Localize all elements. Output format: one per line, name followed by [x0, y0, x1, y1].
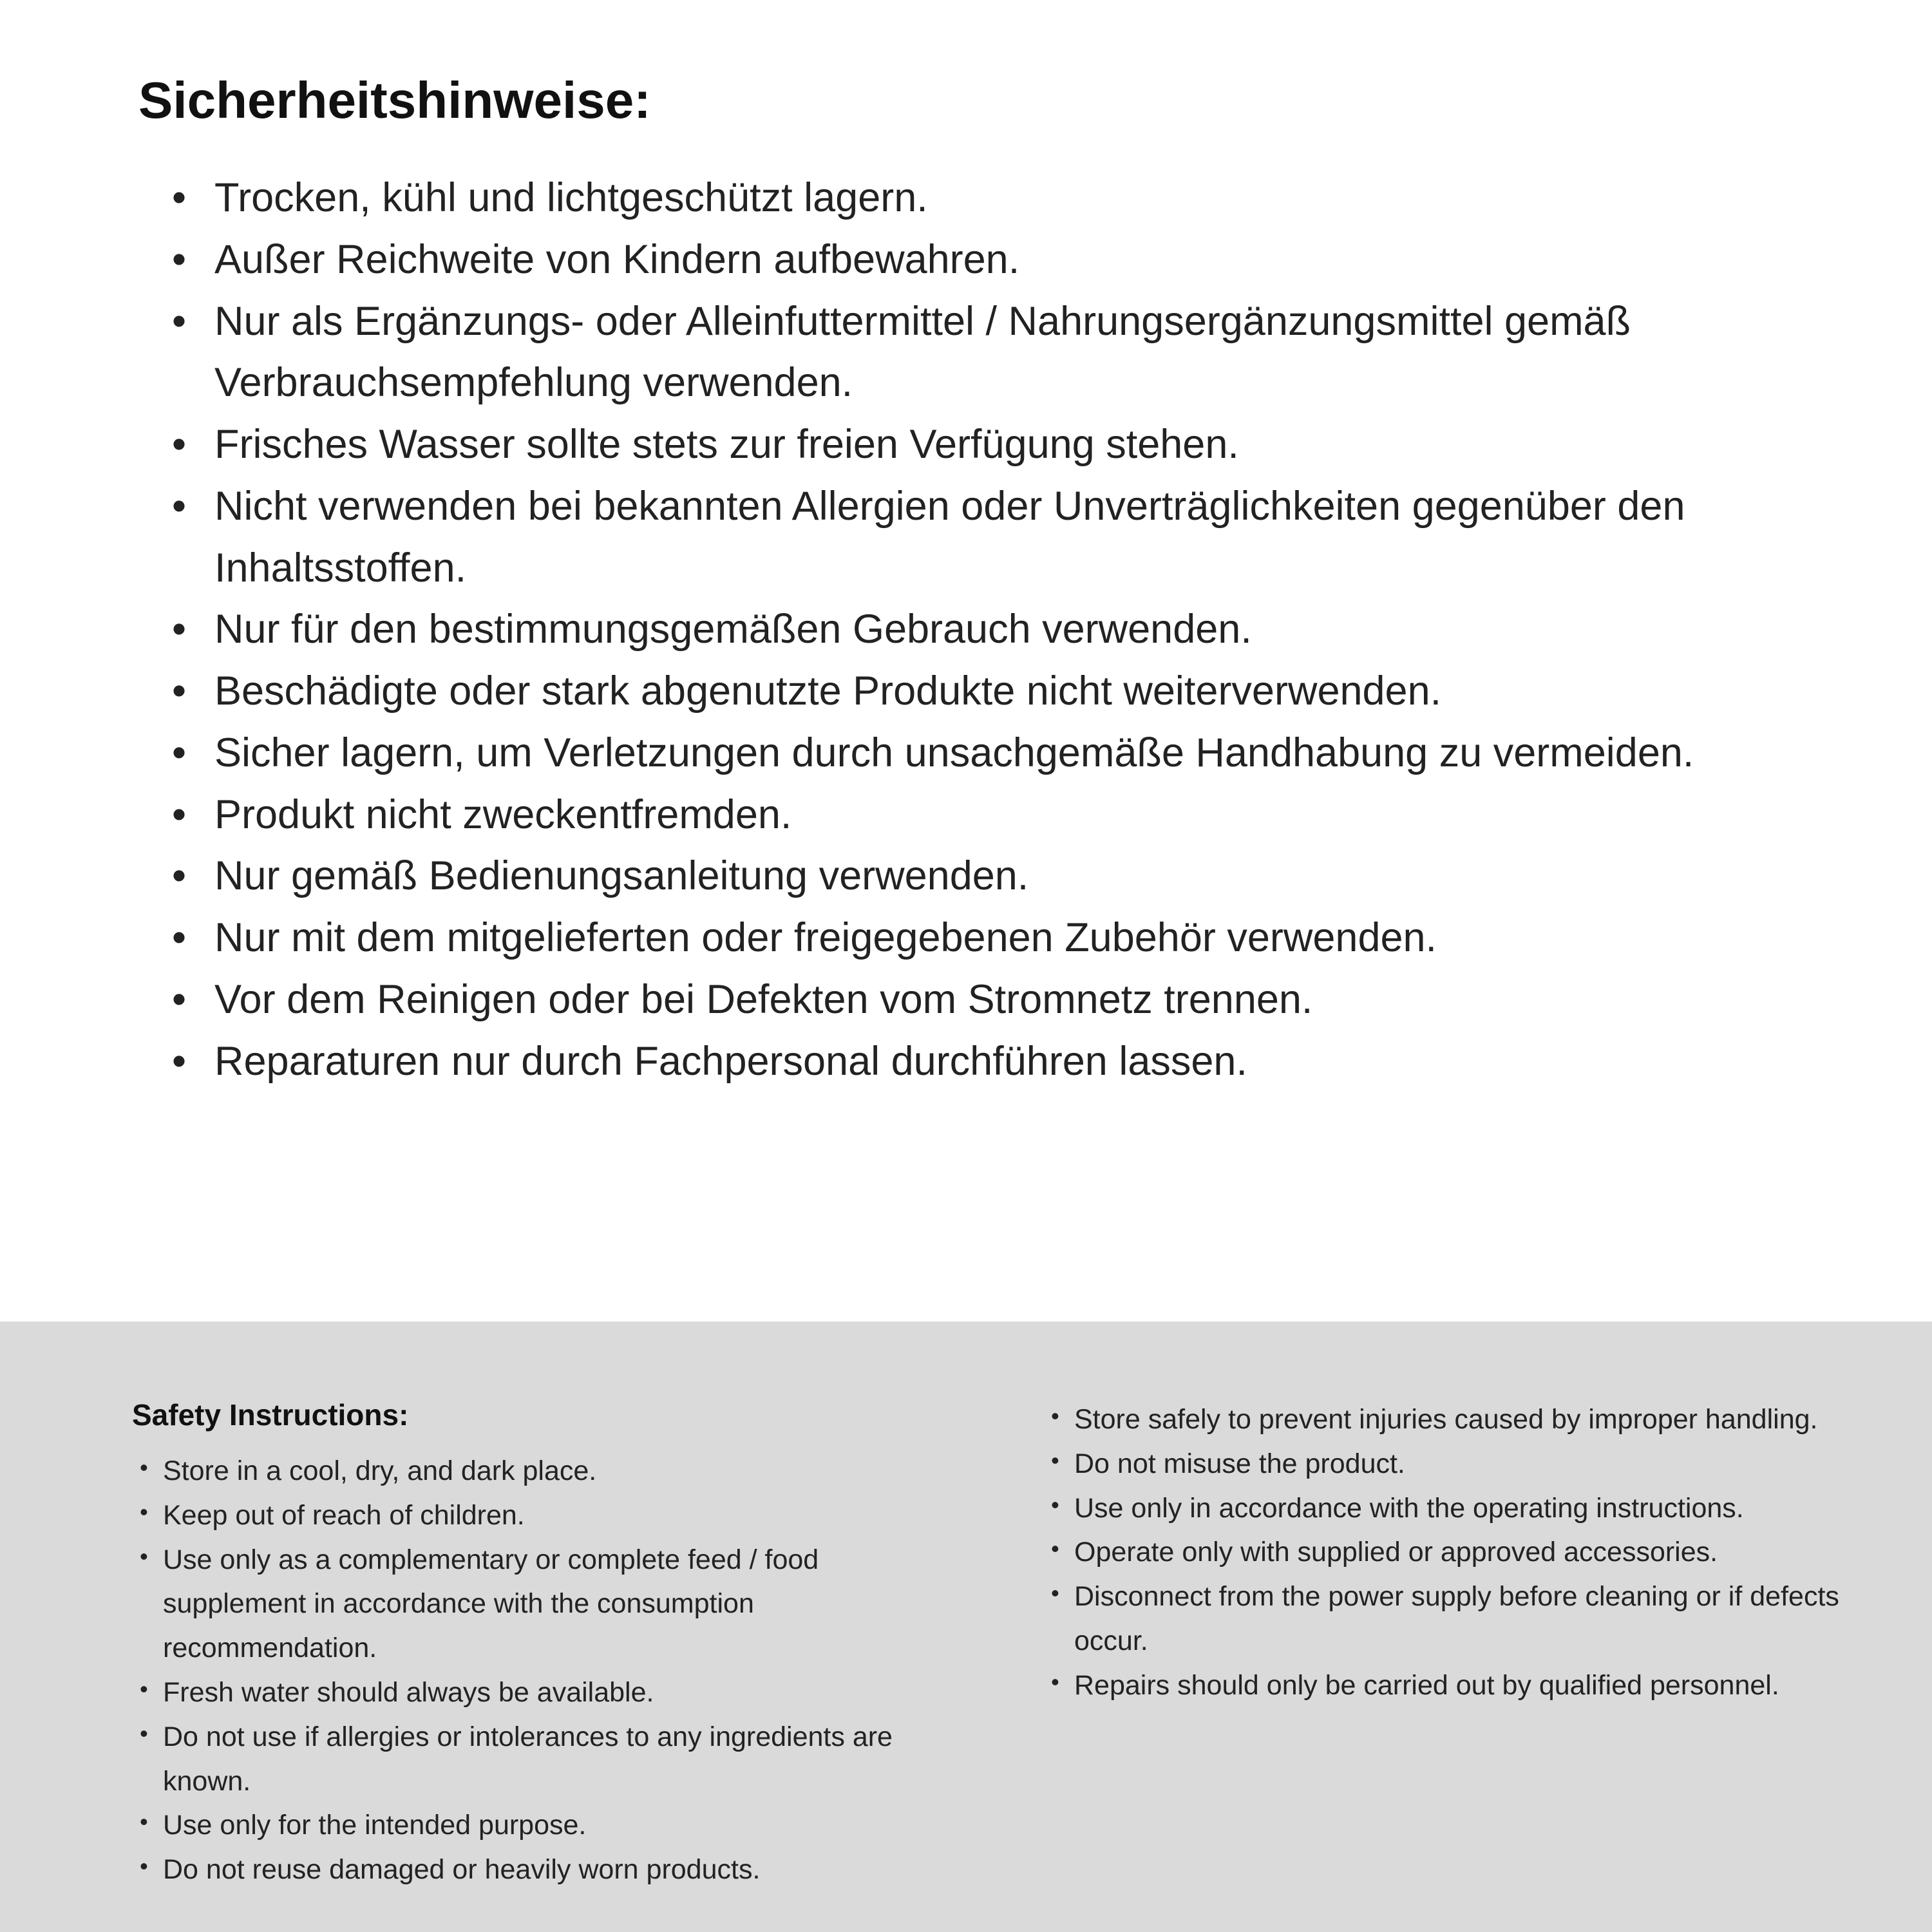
list-item: • Nur gemäß Bedienungsanleitung verwenden. [138, 846, 1736, 907]
list-item: • Vor dem Reinigen oder bei Defekten vom Stromnetz trennen. [138, 969, 1736, 1031]
list-item: • Beschädigte oder stark abgenutzte Produkte nicht weiterverwenden. [138, 661, 1736, 723]
list-item: • Use only for the intended purpose. [132, 1803, 914, 1848]
german-section-title: Sicherheitshinweise: [138, 71, 651, 129]
list-item: • Nur mit dem mitgelieferten oder freigegebenen Zubehör verwenden. [138, 907, 1736, 969]
list-item: • Fresh water should always be available. [132, 1671, 914, 1715]
list-item: • Sicher lagern, um Verletzungen durch unsachgemäße Handhabung zu vermeiden. [138, 723, 1736, 784]
list-item: • Keep out of reach of children. [132, 1493, 914, 1538]
english-safety-section [0, 1321, 1932, 1932]
list-item: • Repairs should only be carried out by qualified personnel. [1043, 1663, 1880, 1708]
list-item: • Do not misuse the product. [1043, 1442, 1880, 1486]
list-item: • Frisches Wasser sollte stets zur freien Verfügung stehen. [138, 414, 1736, 476]
list-item: • Produkt nicht zweckentfremden. [138, 784, 1736, 846]
list-item: • Trocken, kühl und lichtgeschützt lagern. [138, 167, 1736, 229]
list-item: • Disconnect from the power supply before cleaning or if defects occur. [1043, 1575, 1880, 1663]
english-section-title: Safety Instructions: [132, 1398, 409, 1432]
list-item: • Operate only with supplied or approved accessories. [1043, 1530, 1880, 1575]
english-safety-list-left [132, 1449, 914, 1892]
list-item: • Use only as a complementary or complete feed / food supplement in accordance with the consumption recommendation. [132, 1538, 914, 1671]
list-item: • Nur für den bestimmungsgemäßen Gebrauch verwenden. [138, 599, 1736, 661]
english-right-column [1043, 1397, 1880, 1708]
list-item: • Store in a cool, dry, and dark place. [132, 1449, 914, 1493]
list-item: • Do not reuse damaged or heavily worn products. [132, 1848, 914, 1892]
list-item: • Nur als Ergänzungs- oder Alleinfuttermittel / Nahrungsergänzungsmittel gemäß Verbrauchsempfehlung verwenden. [138, 291, 1736, 415]
list-item: • Nicht verwenden bei bekannten Allergien oder Unverträglichkeiten gegenüber den Inhaltsstoffen. [138, 476, 1736, 600]
english-safety-list-right [1043, 1397, 1880, 1708]
english-left-column [132, 1397, 914, 1892]
list-item: • Außer Reichweite von Kindern aufbewahren. [138, 229, 1736, 291]
german-safety-list [138, 167, 1736, 1092]
list-item: • Store safely to prevent injuries caused by improper handling. [1043, 1397, 1880, 1442]
list-item: • Use only in accordance with the operating instructions. [1043, 1486, 1880, 1531]
list-item: • Reparaturen nur durch Fachpersonal durchführen lassen. [138, 1031, 1736, 1093]
list-item: • Do not use if allergies or intolerances to any ingredients are known. [132, 1715, 914, 1804]
